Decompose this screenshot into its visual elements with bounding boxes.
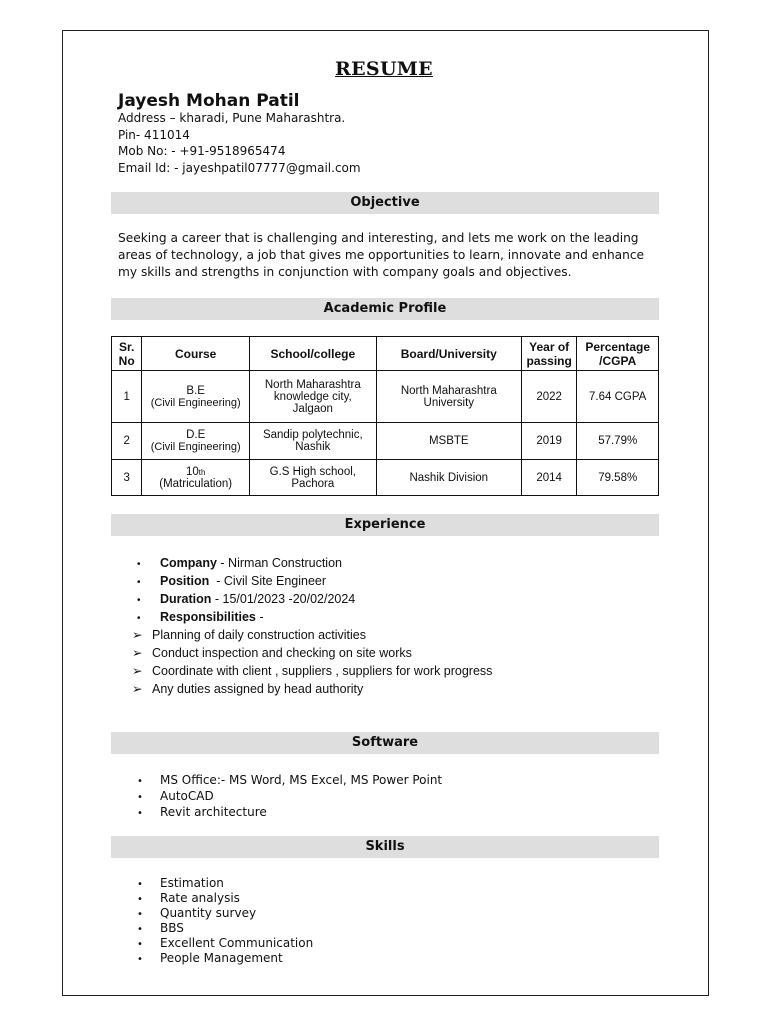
list-item — [137, 572, 492, 590]
list-item — [132, 680, 492, 698]
school-line2: knowledge city, — [273, 390, 352, 403]
cell-board: MSBTE — [376, 423, 521, 460]
software-list — [137, 772, 442, 820]
responsibility-text: Coordinate with client , suppliers , suppliers for work progress — [152, 664, 493, 678]
arrow-icon: ➢ — [132, 628, 143, 642]
contact-pin: Pin- 411014 — [118, 128, 190, 142]
list-item — [132, 626, 492, 644]
list-item — [132, 644, 492, 662]
cell-sr: 3 — [112, 460, 142, 496]
skill-item: Excellent Communication — [160, 936, 314, 950]
responsibility-text: Any duties assigned by head authority — [152, 682, 364, 696]
resume-title: RESUME — [335, 58, 433, 80]
board-line1: North Maharashtra — [400, 384, 497, 397]
software-item: Revit architecture — [160, 805, 267, 819]
header-year — [521, 337, 576, 371]
cell-course — [142, 460, 250, 496]
duration-label: Duration — [160, 592, 212, 606]
company-value: - Nirman Construction — [216, 556, 342, 570]
objective-heading: Objective — [111, 192, 659, 214]
bullet-icon: • — [137, 577, 141, 588]
course-name: B.E — [186, 384, 205, 397]
school-line3: Jalgaon — [292, 402, 333, 415]
header-sr-line1: Sr. — [118, 339, 135, 354]
school-line1: G.S High school, — [269, 465, 356, 478]
objective-text: Seeking a career that is challenging and interesting, and lets me work on the leading areas of technology, a job that gives me opportunities to learn, innovate and enhance my skills and strengths in conjunction with company goals and objectives. — [118, 231, 645, 279]
position-value: - Civil Site Engineer — [209, 574, 327, 588]
course-name: D.E — [186, 429, 206, 441]
table-row — [112, 423, 659, 460]
bullet-icon: • — [137, 909, 143, 920]
list-item — [137, 936, 313, 951]
contact-email: Email Id: - jayeshpatil07777@gmail.com — [118, 161, 361, 175]
course-sub: (Matriculation) — [159, 477, 233, 490]
cell-percentage: 7.64 CGPA — [577, 371, 659, 423]
header-course: Course — [142, 337, 250, 371]
software-item: AutoCAD — [160, 789, 214, 803]
skill-item: Rate analysis — [160, 891, 240, 905]
candidate-name: Jayesh Mohan Patil — [118, 91, 300, 111]
cell-board: Nashik Division — [376, 460, 521, 496]
list-item — [137, 608, 492, 626]
course-sub: (Civil Engineering) — [150, 441, 241, 453]
skills-heading: Skills — [111, 836, 659, 858]
cell-year: 2019 — [521, 423, 576, 460]
contact-address: Address – kharadi, Pune Maharashtra. — [118, 111, 346, 125]
list-item — [137, 921, 313, 936]
ms-office-label: MS Office:- — [160, 773, 226, 787]
academic-heading: Academic Profile — [111, 298, 659, 320]
list-item — [132, 662, 493, 680]
header-percentage — [577, 337, 659, 371]
skill-item: BBS — [160, 921, 184, 935]
header-pct-line1: Percentage — [585, 339, 651, 354]
skill-item: People Management — [160, 951, 283, 965]
cell-course — [142, 423, 250, 460]
cell-year: 2022 — [521, 371, 576, 423]
cell-school — [250, 371, 377, 423]
skill-item: Estimation — [160, 876, 224, 890]
list-item — [137, 590, 492, 608]
list-item — [137, 772, 442, 788]
bullet-icon: • — [137, 613, 141, 624]
cell-board — [376, 371, 521, 423]
header-year-line1: Year of — [529, 339, 570, 354]
list-item — [137, 804, 442, 820]
bullet-icon: • — [137, 924, 143, 935]
course-sub: (Civil Engineering) — [150, 396, 241, 409]
contact-mobile: Mob No: - +91-9518965474 — [118, 144, 286, 158]
bullet-icon: • — [137, 559, 141, 570]
header-sr-line2: No — [118, 353, 135, 368]
company-label: Company — [160, 556, 217, 570]
header-pct-line2: /CGPA — [599, 353, 637, 368]
table-row — [112, 460, 659, 496]
board-line2: University — [423, 396, 475, 409]
bullet-icon: • — [137, 939, 143, 950]
cell-sr: 1 — [112, 371, 142, 423]
duration-value: - 15/01/2023 -20/02/2024 — [211, 592, 356, 606]
header-year-line2: passing — [526, 353, 572, 368]
ms-office-value: MS Word, MS Excel, MS Power Point — [225, 773, 443, 787]
list-item — [137, 951, 313, 966]
cell-sr: 2 — [112, 423, 142, 460]
responsibility-text: Planning of daily construction activities — [152, 628, 367, 642]
cell-percentage: 79.58% — [577, 460, 659, 496]
course-suffix: th — [198, 467, 206, 477]
arrow-icon: ➢ — [132, 664, 143, 678]
cell-course — [142, 371, 250, 423]
bullet-icon: • — [137, 954, 143, 965]
academic-table — [111, 336, 659, 496]
school-line1: Sandip polytechnic, — [262, 429, 363, 441]
bullet-icon: • — [137, 808, 143, 819]
course-name: 10 — [185, 465, 199, 478]
responsibilities-suffix: - — [255, 610, 264, 624]
bullet-icon: • — [137, 776, 143, 787]
bullet-icon: • — [137, 894, 143, 905]
cell-school — [250, 423, 377, 460]
arrow-icon: ➢ — [132, 682, 143, 696]
header-board: Board/University — [376, 337, 521, 371]
skill-item: Quantity survey — [160, 906, 257, 920]
list-item — [137, 554, 492, 572]
cell-percentage: 57.79% — [577, 423, 659, 460]
skills-list — [137, 876, 313, 966]
table-row — [112, 371, 659, 423]
experience-heading: Experience — [111, 514, 659, 536]
list-item — [137, 788, 442, 804]
list-item — [137, 891, 313, 906]
cell-school — [250, 460, 377, 496]
position-label: Position — [160, 574, 210, 588]
experience-list — [132, 554, 493, 698]
responsibilities-label: Responsibilities — [160, 610, 256, 624]
header-school: School/college — [250, 337, 377, 371]
list-item — [137, 906, 313, 921]
software-heading: Software — [111, 732, 659, 754]
arrow-icon: ➢ — [132, 646, 143, 660]
school-line1: North Maharashtra — [264, 378, 361, 391]
header-sr — [112, 337, 142, 371]
bullet-icon: • — [137, 879, 143, 890]
school-line2: Nashik — [295, 441, 331, 453]
list-item — [137, 876, 313, 891]
bullet-icon: • — [137, 595, 141, 606]
cell-year: 2014 — [521, 460, 576, 496]
school-line2: Pachora — [291, 477, 335, 490]
responsibility-text: Conduct inspection and checking on site works — [152, 646, 412, 660]
table-header-row — [112, 337, 659, 371]
bullet-icon: • — [137, 792, 143, 803]
